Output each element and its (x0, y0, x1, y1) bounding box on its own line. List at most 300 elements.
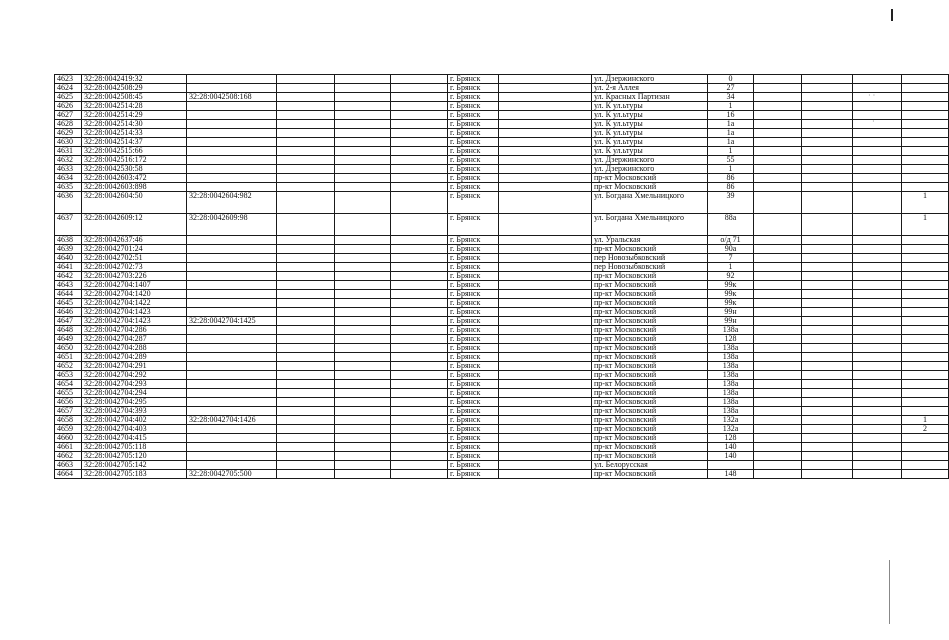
empty-cell (499, 156, 592, 165)
table-row (55, 281, 949, 290)
city: г. Брянск (448, 281, 499, 290)
scan-speck: · (872, 117, 875, 126)
house-number: 138а (708, 398, 754, 407)
empty-cell (802, 236, 853, 245)
street: ул. К ул.ьтуры (592, 111, 708, 120)
empty-cell (802, 165, 853, 174)
empty-cell (277, 326, 335, 335)
city: г. Брянск (448, 174, 499, 183)
street: пр-кт Московский (592, 443, 708, 452)
empty-cell (277, 165, 335, 174)
extra-count (902, 245, 949, 254)
empty-cell (802, 129, 853, 138)
empty-cell (853, 317, 902, 326)
city: г. Брянск (448, 192, 499, 214)
empty-cell (499, 335, 592, 344)
empty-cell (391, 129, 448, 138)
city: г. Брянск (448, 380, 499, 389)
related-cadastral-number: 32:28:0042604:982 (187, 192, 277, 214)
empty-cell (853, 214, 902, 236)
street: пр-кт Московский (592, 299, 708, 308)
street: ул. Богдана Хмельницкого (592, 192, 708, 214)
table-row (55, 470, 949, 479)
empty-cell (277, 147, 335, 156)
street: ул. Дзержинского (592, 165, 708, 174)
row-number: 4657 (55, 407, 82, 416)
cadastral-number: 32:28:0042609:12 (82, 214, 187, 236)
empty-cell (335, 380, 391, 389)
house-number: 99н (708, 317, 754, 326)
empty-cell (277, 416, 335, 425)
empty-cell (499, 407, 592, 416)
cadastral-number: 32:28:0042704:291 (82, 362, 187, 371)
empty-cell (802, 111, 853, 120)
empty-cell (335, 407, 391, 416)
house-number: 138а (708, 344, 754, 353)
empty-cell (499, 138, 592, 147)
row-number: 4639 (55, 245, 82, 254)
house-number: 1 (708, 102, 754, 111)
empty-cell (277, 156, 335, 165)
house-number: 1а (708, 129, 754, 138)
empty-cell (277, 380, 335, 389)
row-number: 4652 (55, 362, 82, 371)
city: г. Брянск (448, 290, 499, 299)
empty-cell (754, 93, 802, 102)
empty-cell (802, 371, 853, 380)
empty-cell (335, 111, 391, 120)
city: г. Брянск (448, 353, 499, 362)
street: ул. 2-я Аллея (592, 84, 708, 93)
empty-cell (335, 452, 391, 461)
house-number: 99к (708, 299, 754, 308)
cadastral-number: 32:28:0042704:287 (82, 335, 187, 344)
city: г. Брянск (448, 344, 499, 353)
empty-cell (277, 470, 335, 479)
city: г. Брянск (448, 165, 499, 174)
empty-cell (335, 254, 391, 263)
house-number: 86 (708, 174, 754, 183)
street: ул. Красных Партизан (592, 93, 708, 102)
row-number: 4632 (55, 156, 82, 165)
empty-cell (391, 102, 448, 111)
empty-cell (853, 290, 902, 299)
empty-cell (802, 299, 853, 308)
related-cadastral-number (187, 389, 277, 398)
table-row (55, 317, 949, 326)
empty-cell (802, 120, 853, 129)
cadastral-number: 32:28:0042530:58 (82, 165, 187, 174)
city: г. Брянск (448, 362, 499, 371)
cadastral-number: 32:28:0042703:226 (82, 272, 187, 281)
empty-cell (853, 147, 902, 156)
empty-cell (853, 174, 902, 183)
house-number: 140 (708, 452, 754, 461)
house-number: 138а (708, 362, 754, 371)
empty-cell (499, 75, 592, 84)
registry-body (55, 75, 949, 479)
table-row (55, 398, 949, 407)
street: пр-кт Московский (592, 380, 708, 389)
cadastral-number: 32:28:0042702:73 (82, 263, 187, 272)
table-row (55, 254, 949, 263)
house-number: 99н (708, 308, 754, 317)
table-row (55, 335, 949, 344)
extra-count: 1 (902, 214, 949, 236)
house-number: 55 (708, 156, 754, 165)
empty-cell (277, 84, 335, 93)
empty-cell (335, 214, 391, 236)
row-number: 4638 (55, 236, 82, 245)
related-cadastral-number (187, 335, 277, 344)
empty-cell (853, 111, 902, 120)
empty-cell (335, 398, 391, 407)
empty-cell (499, 281, 592, 290)
empty-cell (499, 129, 592, 138)
cadastral-number: 32:28:0042705:183 (82, 470, 187, 479)
row-number: 4645 (55, 299, 82, 308)
empty-cell (277, 129, 335, 138)
table-row (55, 174, 949, 183)
house-number: 138а (708, 353, 754, 362)
empty-cell (853, 102, 902, 111)
empty-cell (754, 147, 802, 156)
table-row (55, 290, 949, 299)
house-number: 99к (708, 290, 754, 299)
related-cadastral-number (187, 434, 277, 443)
empty-cell (754, 183, 802, 192)
empty-cell (391, 344, 448, 353)
empty-cell (802, 317, 853, 326)
empty-cell (499, 183, 592, 192)
extra-count (902, 290, 949, 299)
registry-table (54, 74, 949, 479)
cadastral-number: 32:28:0042704:1423 (82, 308, 187, 317)
extra-count (902, 165, 949, 174)
related-cadastral-number (187, 290, 277, 299)
empty-cell (499, 344, 592, 353)
empty-cell (853, 272, 902, 281)
related-cadastral-number (187, 254, 277, 263)
empty-cell (499, 174, 592, 183)
house-number: 132а (708, 416, 754, 425)
empty-cell (754, 192, 802, 214)
empty-cell (754, 470, 802, 479)
empty-cell (754, 84, 802, 93)
scan-speck: · · (868, 91, 876, 100)
street: пр-кт Московский (592, 183, 708, 192)
street: пр-кт Московский (592, 371, 708, 380)
empty-cell (335, 470, 391, 479)
street: пр-кт Московский (592, 290, 708, 299)
city: г. Брянск (448, 263, 499, 272)
empty-cell (754, 443, 802, 452)
empty-cell (277, 434, 335, 443)
empty-cell (391, 281, 448, 290)
extra-count: 1 (902, 192, 949, 214)
table-row (55, 111, 949, 120)
extra-count (902, 84, 949, 93)
empty-cell (802, 452, 853, 461)
table-row (55, 272, 949, 281)
empty-cell (499, 93, 592, 102)
empty-cell (335, 299, 391, 308)
related-cadastral-number (187, 272, 277, 281)
city: г. Брянск (448, 299, 499, 308)
cadastral-number: 32:28:0042704:1422 (82, 299, 187, 308)
empty-cell (335, 183, 391, 192)
street: пр-кт Московский (592, 416, 708, 425)
house-number: 34 (708, 93, 754, 102)
empty-cell (499, 84, 592, 93)
related-cadastral-number (187, 236, 277, 245)
empty-cell (802, 138, 853, 147)
table-row (55, 129, 949, 138)
table-row (55, 93, 949, 102)
extra-count (902, 326, 949, 335)
extra-count (902, 111, 949, 120)
empty-cell (277, 281, 335, 290)
extra-count (902, 138, 949, 147)
related-cadastral-number (187, 174, 277, 183)
extra-count (902, 398, 949, 407)
empty-cell (802, 147, 853, 156)
empty-cell (754, 214, 802, 236)
house-number: 1а (708, 120, 754, 129)
empty-cell (499, 380, 592, 389)
empty-cell (499, 326, 592, 335)
house-number: 1 (708, 147, 754, 156)
cadastral-number: 32:28:0042704:1420 (82, 290, 187, 299)
empty-cell (335, 425, 391, 434)
table-row (55, 434, 949, 443)
house-number: 7 (708, 254, 754, 263)
house-number: 138а (708, 371, 754, 380)
city: г. Брянск (448, 183, 499, 192)
cadastral-number: 32:28:0042515:66 (82, 147, 187, 156)
empty-cell (499, 425, 592, 434)
empty-cell (754, 353, 802, 362)
table-row (55, 245, 949, 254)
related-cadastral-number (187, 263, 277, 272)
street: ул. К ул.ьтуры (592, 138, 708, 147)
empty-cell (335, 308, 391, 317)
city: г. Брянск (448, 416, 499, 425)
table-row (55, 299, 949, 308)
empty-cell (391, 317, 448, 326)
table-row (55, 326, 949, 335)
empty-cell (802, 335, 853, 344)
row-number: 4647 (55, 317, 82, 326)
empty-cell (499, 263, 592, 272)
cadastral-number: 32:28:0042704:286 (82, 326, 187, 335)
empty-cell (499, 147, 592, 156)
empty-cell (391, 214, 448, 236)
city: г. Брянск (448, 308, 499, 317)
empty-cell (277, 353, 335, 362)
cadastral-number: 32:28:0042704:403 (82, 425, 187, 434)
row-number: 4637 (55, 214, 82, 236)
street: пр-кт Московский (592, 407, 708, 416)
cadastral-number: 32:28:0042514:37 (82, 138, 187, 147)
extra-count (902, 344, 949, 353)
empty-cell (391, 84, 448, 93)
street: ул. К ул.ьтуры (592, 120, 708, 129)
empty-cell (277, 389, 335, 398)
extra-count (902, 102, 949, 111)
extra-count (902, 308, 949, 317)
row-number: 4643 (55, 281, 82, 290)
empty-cell (853, 389, 902, 398)
house-number: 0 (708, 75, 754, 84)
empty-cell (802, 93, 853, 102)
house-number: 90а (708, 245, 754, 254)
extra-count (902, 75, 949, 84)
city: г. Брянск (448, 147, 499, 156)
city: г. Брянск (448, 461, 499, 470)
empty-cell (391, 120, 448, 129)
empty-cell (802, 174, 853, 183)
street: пр-кт Московский (592, 335, 708, 344)
empty-cell (391, 371, 448, 380)
empty-cell (335, 371, 391, 380)
empty-cell (754, 425, 802, 434)
empty-cell (391, 156, 448, 165)
street: пр-кт Московский (592, 398, 708, 407)
empty-cell (499, 461, 592, 470)
extra-count: 2 (902, 425, 949, 434)
empty-cell (277, 214, 335, 236)
city: г. Брянск (448, 389, 499, 398)
house-number: 39 (708, 192, 754, 214)
city: г. Брянск (448, 452, 499, 461)
empty-cell (277, 461, 335, 470)
empty-cell (754, 308, 802, 317)
related-cadastral-number (187, 102, 277, 111)
empty-cell (754, 389, 802, 398)
house-number: 16 (708, 111, 754, 120)
street: пр-кт Московский (592, 281, 708, 290)
extra-count (902, 452, 949, 461)
empty-cell (802, 192, 853, 214)
extra-count (902, 129, 949, 138)
table-row (55, 192, 949, 214)
street: пр-кт Московский (592, 326, 708, 335)
empty-cell (391, 290, 448, 299)
street: пр-кт Московский (592, 344, 708, 353)
empty-cell (335, 84, 391, 93)
house-number: о/д 71 (708, 236, 754, 245)
city: г. Брянск (448, 111, 499, 120)
empty-cell (277, 183, 335, 192)
cadastral-number: 32:28:0042704:292 (82, 371, 187, 380)
street: ул. Дзержинского (592, 156, 708, 165)
empty-cell (853, 362, 902, 371)
extra-count (902, 272, 949, 281)
cadastral-number: 32:28:0042705:142 (82, 461, 187, 470)
table-row (55, 443, 949, 452)
empty-cell (391, 75, 448, 84)
city: г. Брянск (448, 120, 499, 129)
row-number: 4654 (55, 380, 82, 389)
empty-cell (754, 120, 802, 129)
table-row (55, 380, 949, 389)
empty-cell (853, 371, 902, 380)
extra-count (902, 236, 949, 245)
empty-cell (277, 254, 335, 263)
empty-cell (754, 102, 802, 111)
city: г. Брянск (448, 245, 499, 254)
empty-cell (277, 192, 335, 214)
empty-cell (335, 443, 391, 452)
table-row (55, 214, 949, 236)
related-cadastral-number: 32:28:0042609:98 (187, 214, 277, 236)
cadastral-number: 32:28:0042604:50 (82, 192, 187, 214)
empty-cell (335, 165, 391, 174)
table-row (55, 425, 949, 434)
empty-cell (802, 425, 853, 434)
scan-edge-line (889, 560, 890, 624)
house-number: 128 (708, 335, 754, 344)
empty-cell (277, 75, 335, 84)
cadastral-number: 32:28:0042704:288 (82, 344, 187, 353)
extra-count (902, 443, 949, 452)
empty-cell (277, 317, 335, 326)
empty-cell (277, 443, 335, 452)
extra-count (902, 380, 949, 389)
table-row (55, 165, 949, 174)
empty-cell (391, 165, 448, 174)
empty-cell (754, 434, 802, 443)
city: г. Брянск (448, 425, 499, 434)
empty-cell (754, 111, 802, 120)
row-number: 4653 (55, 371, 82, 380)
empty-cell (335, 138, 391, 147)
empty-cell (853, 183, 902, 192)
table-row (55, 353, 949, 362)
street: ул. Белорусская (592, 461, 708, 470)
empty-cell (499, 353, 592, 362)
house-number: 1а (708, 138, 754, 147)
related-cadastral-number (187, 425, 277, 434)
empty-cell (391, 398, 448, 407)
house-number: 138а (708, 407, 754, 416)
street: ул. Дзержинского (592, 75, 708, 84)
empty-cell (802, 290, 853, 299)
street: пр-кт Московский (592, 353, 708, 362)
house-number: 148 (708, 470, 754, 479)
street: пр-кт Московский (592, 272, 708, 281)
empty-cell (802, 156, 853, 165)
empty-cell (277, 398, 335, 407)
related-cadastral-number (187, 120, 277, 129)
empty-cell (335, 192, 391, 214)
extra-count (902, 254, 949, 263)
row-number: 4661 (55, 443, 82, 452)
table-row (55, 389, 949, 398)
empty-cell (802, 416, 853, 425)
empty-cell (277, 245, 335, 254)
empty-cell (335, 362, 391, 371)
empty-cell (853, 443, 902, 452)
house-number: 138а (708, 380, 754, 389)
empty-cell (802, 344, 853, 353)
related-cadastral-number: 32:28:0042704:1425 (187, 317, 277, 326)
cadastral-number: 32:28:0042704:294 (82, 389, 187, 398)
empty-cell (754, 461, 802, 470)
row-number: 4658 (55, 416, 82, 425)
empty-cell (802, 263, 853, 272)
